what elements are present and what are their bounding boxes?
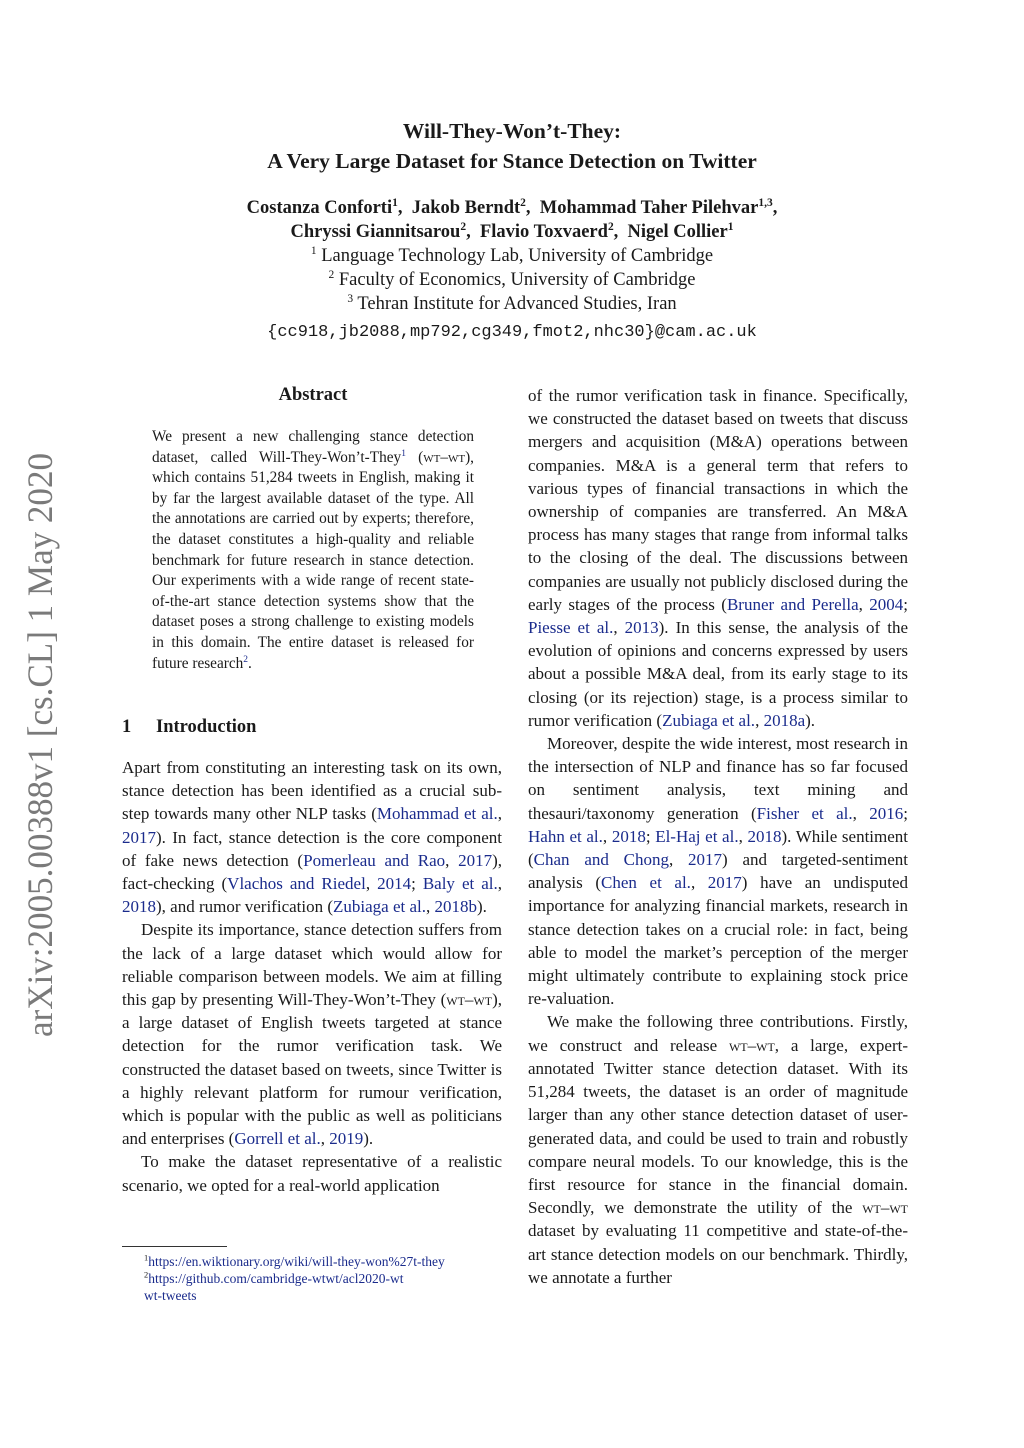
paragraph [528,732,908,1010]
author-emails: {cc918,jb2088,mp792,cg349,fmot2,nhc30}@cam.ac.uk [267,323,757,342]
paragraph: To make the dataset representative of a realistic scenario, we opted for a real-world application [122,1152,502,1195]
text-run: ). While sentiment ( [528,826,909,870]
footnote-number: 2 [144,1270,149,1280]
footnote-url-link[interactable]: https://github.com/cambridge-wtwt/acl2020-wtwt-tweets [144,1271,404,1303]
author-name: Chryssi Giannitsarou [290,222,461,242]
citation-year-link[interactable]: 2019 [329,1129,364,1149]
affiliation-text: Faculty of Economics, University of Cambridge [338,270,696,290]
citation-link[interactable]: Hahn et al. [528,826,603,846]
abstract-text-part: . [248,654,252,672]
paper-title-line-1: Will-They-Won’t-They: [402,119,622,143]
text-run: ). [805,710,816,730]
abstract-text-part: We present a new challenging stance detection dataset, called Will-They-Won’t-They [152,428,474,466]
citation-link[interactable]: Pomerleau and Rao [303,850,446,870]
text-run: ; [903,594,909,614]
citation-year-link[interactable]: 2018 [747,826,782,846]
citation-link[interactable]: Bruner and Perella [726,594,859,614]
affiliation-text: Tehran Institute for Advanced Studies, Iran [357,294,677,314]
text-run: ; [903,803,908,823]
text-run: , [445,850,459,870]
author-name: Jakob Berndt [411,198,521,218]
footnote-item [122,1253,502,1270]
affiliation-item [0,244,1024,268]
text-run: ; [411,874,423,894]
citation-link[interactable]: Zubiaga et al. [333,897,427,917]
citation-year-link[interactable]: 2017 [688,850,723,870]
dataset-acronym: wt–wt [423,448,466,466]
section-title: Introduction [156,717,257,737]
author-affil-sup: 2 [607,220,614,233]
text-run: ), a large dataset of English tweets targeted at stance detection for the rumor verification task. We constructed the dataset based on tweets, since Twitter is a highly relevant platform for rumour verification, which is popular with the public as well as politicians and enterprises ( [122,990,502,1149]
footnote-divider [122,1246,227,1247]
citation-link[interactable]: Fisher et al. [756,803,853,823]
paper-header [0,116,1024,342]
author-line-2: Chryssi Giannitsarou$^2$, Flavio Toxvaerd$^2$, Nigel Collier$^1$ [290,220,734,242]
text-run: Apart from constituting an interesting task on its own, stance detection has been identified as a crucial sub-step towards many other NLP tasks ( [122,758,502,824]
paragraph [528,1010,908,1288]
text-run: ). [477,897,487,917]
dataset-acronym: wt–wt [862,1198,908,1218]
author-affil-sup: 2 [460,220,467,233]
text-run: , a large, expert-annotated Twitter stance detection dataset. With its 51,284 tweets, the dataset is an order of magnitude larger than any other stance detection dataset of user-generated data, and could be used to train and robustly compare neural models. To our knowledge, this is the first resource for stance in the financial domain. Secondly, we demonstrate the utility of the [528,1035,908,1218]
author-affil-sup: 1,3 [758,196,773,209]
citation-year-link[interactable]: 2018b [434,897,478,917]
abstract-section [152,384,474,674]
right-column [528,384,908,1289]
citation-year-link[interactable]: 2017 [458,850,493,870]
author-name: Mohammad Taher Pilehvar [539,198,759,218]
affiliation-list [0,244,1024,316]
text-run: , [320,1129,330,1149]
citation-link[interactable]: Chen et al. [601,873,691,893]
paragraph [528,384,908,732]
author-list [0,196,1024,244]
affiliation-sup: 3 [347,292,354,305]
citation-link[interactable]: Chan and Chong [533,850,669,870]
text-run: , [497,874,502,894]
citation-year-link[interactable]: 2004 [869,594,904,614]
arxiv-identifier-stamp [20,450,60,1040]
affiliation-sup: 1 [310,244,317,257]
text-run: , [669,850,689,870]
citation-link[interactable]: Vlachos and Riedel [227,874,366,894]
affiliation-item [0,268,1024,292]
text-run: ) have an undisputed importance for analyzing financial markets, research in stance detection takes on a crucial role: in fact, being able to model the market’s perception of the merger might ultimately contribute to explaining stock price re-valuation. [528,873,909,1009]
affiliation-text: Language Technology Lab, University of Cambridge [321,246,714,266]
text-run: , [852,803,870,823]
text-run: ). [363,1129,374,1149]
section-heading [122,716,502,738]
text-run: , [755,710,764,730]
text-run: Despite its importance, stance detection suffers from the lack of a large dataset which would allow for reliable comparison between models. We aim at filling this gap by presenting Will-They-Won’t-They ( [122,920,502,1010]
footnote-ref[interactable]: 1 [401,448,406,459]
citation-link[interactable]: Mohammad et al. [376,804,498,824]
citation-year-link[interactable]: 2017 [707,873,742,893]
text-run: ) and targeted-sentiment analysis ( [528,850,908,893]
affiliation-item [0,292,1024,316]
text-run: , [613,618,625,638]
citation-year-link[interactable]: 2018 [122,897,156,917]
abstract-text-part: ( [405,448,424,466]
citation-link[interactable]: Baly et al. [422,874,498,894]
abstract-text [152,427,474,674]
citation-link[interactable]: El-Haj et al. [655,826,739,846]
author-name: Flavio Toxvaerd [479,222,608,242]
citation-year-link[interactable]: 2018a [763,710,806,730]
text-run: We make the following three contributions. Firstly, we construct and release [528,1012,908,1055]
text-run: ), fact-checking ( [122,850,503,894]
text-run: , [365,874,378,894]
introduction-section [122,716,502,1197]
footnote-item [122,1270,404,1304]
footnotes [122,1246,502,1304]
citation-link[interactable]: Piesse et al. [528,618,614,638]
text-run: , [858,594,870,614]
author-name: Nigel Collier [627,222,728,242]
author-affil-sup: 2 [520,196,526,209]
dataset-acronym: wt–wt [446,990,493,1010]
text-run: Moreover, despite the wide interest, most research in the intersection of NLP and finance has so far focused on sentiment analysis, text mining and thesauri/taxonomy generation ( [528,734,908,823]
arxiv-stamp-svg [20,450,60,1040]
paragraph [122,918,502,1150]
citation-link[interactable]: Zubiaga et al. [662,710,756,730]
dataset-acronym: wt–wt [728,1035,775,1055]
text-run: ; [645,826,656,846]
text-run: , [738,826,748,846]
text-run: , [690,873,708,893]
abstract-text-part: ), which contains 51,284 tweets in English, making it by far the largest available dataset of the type. All the annotations are carried out by experts; therefore, the dataset constitutes a high-quality and reliable benchmark for future research in stance detection. Our experiments with a wide range of recent state-of-the-art stance detection systems show that the dataset poses a strong challenge to existing models in this domain. The entire dataset is released for future research [152,448,474,672]
text-run: ), and rumor verification ( [156,897,334,917]
text-run: dataset by evaluating 11 competitive and state-of-the-art stance detection models on our benchmark. Thirdly, we annotate a further [528,1221,908,1287]
section-number: 1 [122,717,132,737]
citation-year-link[interactable]: 2016 [869,803,904,823]
author-name: Costanza Conforti [246,198,393,218]
footnote-number: 1 [144,1253,149,1263]
arxiv-stamp-text: arXiv:2005.00388v1 [cs.CL] 1 May 2020 [20,450,60,1037]
text-run: , [497,804,502,824]
author-affil-sup: 1 [727,220,734,233]
author-affil-sup: 1 [392,196,398,209]
affiliation-sup: 2 [328,268,335,281]
abstract-heading: Abstract [278,385,348,405]
text-run: of the rumor verification task in finance. Specifically, we constructed the dataset based on tweets that discuss mergers and acquisition (M&A) operations between companies. M&A is a general term that refers to various types of financial transactions in which the ownership of companies are transferred. An M&A process has many stages that range from informal talks to the closing of the deal. The discussions between companies are usually not publicly disclosed during the early stages of the process ( [528,386,908,614]
text-run: ). In this sense, the analysis of the evolution of opinions and concerns expressed by users about a possible M&A deal, from its early stage to its closing (or its rejection) stage, is a process similar to rumor verification ( [528,618,908,730]
citation-year-link[interactable]: 2018 [611,826,646,846]
text-run: , [426,897,435,917]
citation-year-link[interactable]: 2013 [624,618,659,638]
footnote-ref[interactable]: 2 [243,654,249,665]
author-line-1: Costanza Conforti$^1$, Jakob Berndt$^2$, Mohammad Taher Pilehvar$^{1,3}$, [246,196,778,218]
footnote-url-link[interactable]: https://en.wiktionary.org/wiki/will-they-won%27t-they [148,1254,445,1269]
text-run: ). In fact, stance detection is the core component of fake news detection ( [122,827,502,870]
citation-link[interactable]: Gorrell et al. [234,1129,321,1149]
text-run: , [602,826,612,846]
paragraph [122,756,502,918]
citation-year-link[interactable]: 2014 [377,874,412,894]
paper-title-line-2: A Very Large Dataset for Stance Detection on Twitter [267,149,757,173]
citation-year-link[interactable]: 2017 [122,827,156,847]
